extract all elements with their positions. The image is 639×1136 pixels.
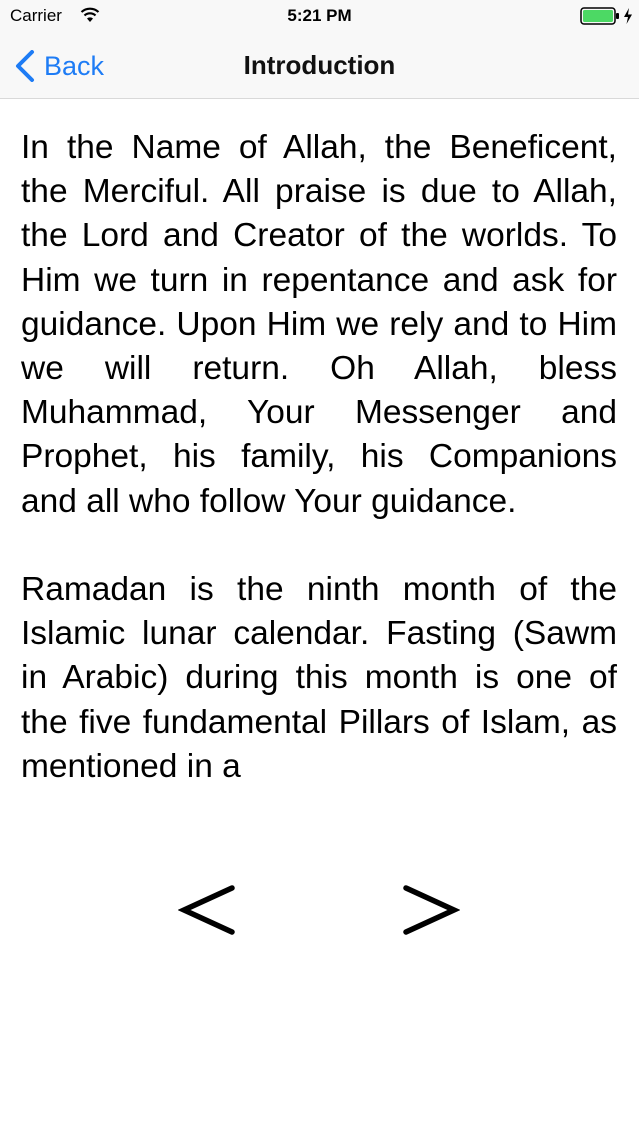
pager-controls <box>0 870 639 950</box>
page-title: Introduction <box>243 50 396 80</box>
carrier-label: Carrier <box>10 6 62 25</box>
content-text-view[interactable] <box>21 126 617 818</box>
content-body <box>21 126 617 789</box>
bolt-icon <box>623 7 633 25</box>
back-label: Back <box>44 50 105 81</box>
status-bar <box>0 0 639 34</box>
next-page-button[interactable] <box>400 878 460 942</box>
angle-right-icon <box>406 888 454 932</box>
navigation-bar <box>0 34 639 99</box>
angle-left-icon <box>184 888 232 932</box>
status-time: 5:21 PM <box>287 6 352 25</box>
paragraph-1: In the Name of Allah, the Beneficent, the Merciful. All praise is due to Allah, the Lord and Creator of the worlds. To Him we turn in repentance and ask for guidance. Upon Him we rely and to Him we will return. Oh Allah, bless Muhammad, Your Messenger and Prophet, his family, his Companions and all who follow Your guidance. <box>21 129 617 520</box>
paragraph-2: Ramadan is the ninth month of the Islamic lunar calendar. Fasting (Sawm in Arabic) during this month is one of the five fundamental Pillars of Islam, as mentioned in a <box>21 571 617 785</box>
previous-page-button[interactable] <box>178 878 238 942</box>
battery-charging-icon <box>580 7 620 25</box>
